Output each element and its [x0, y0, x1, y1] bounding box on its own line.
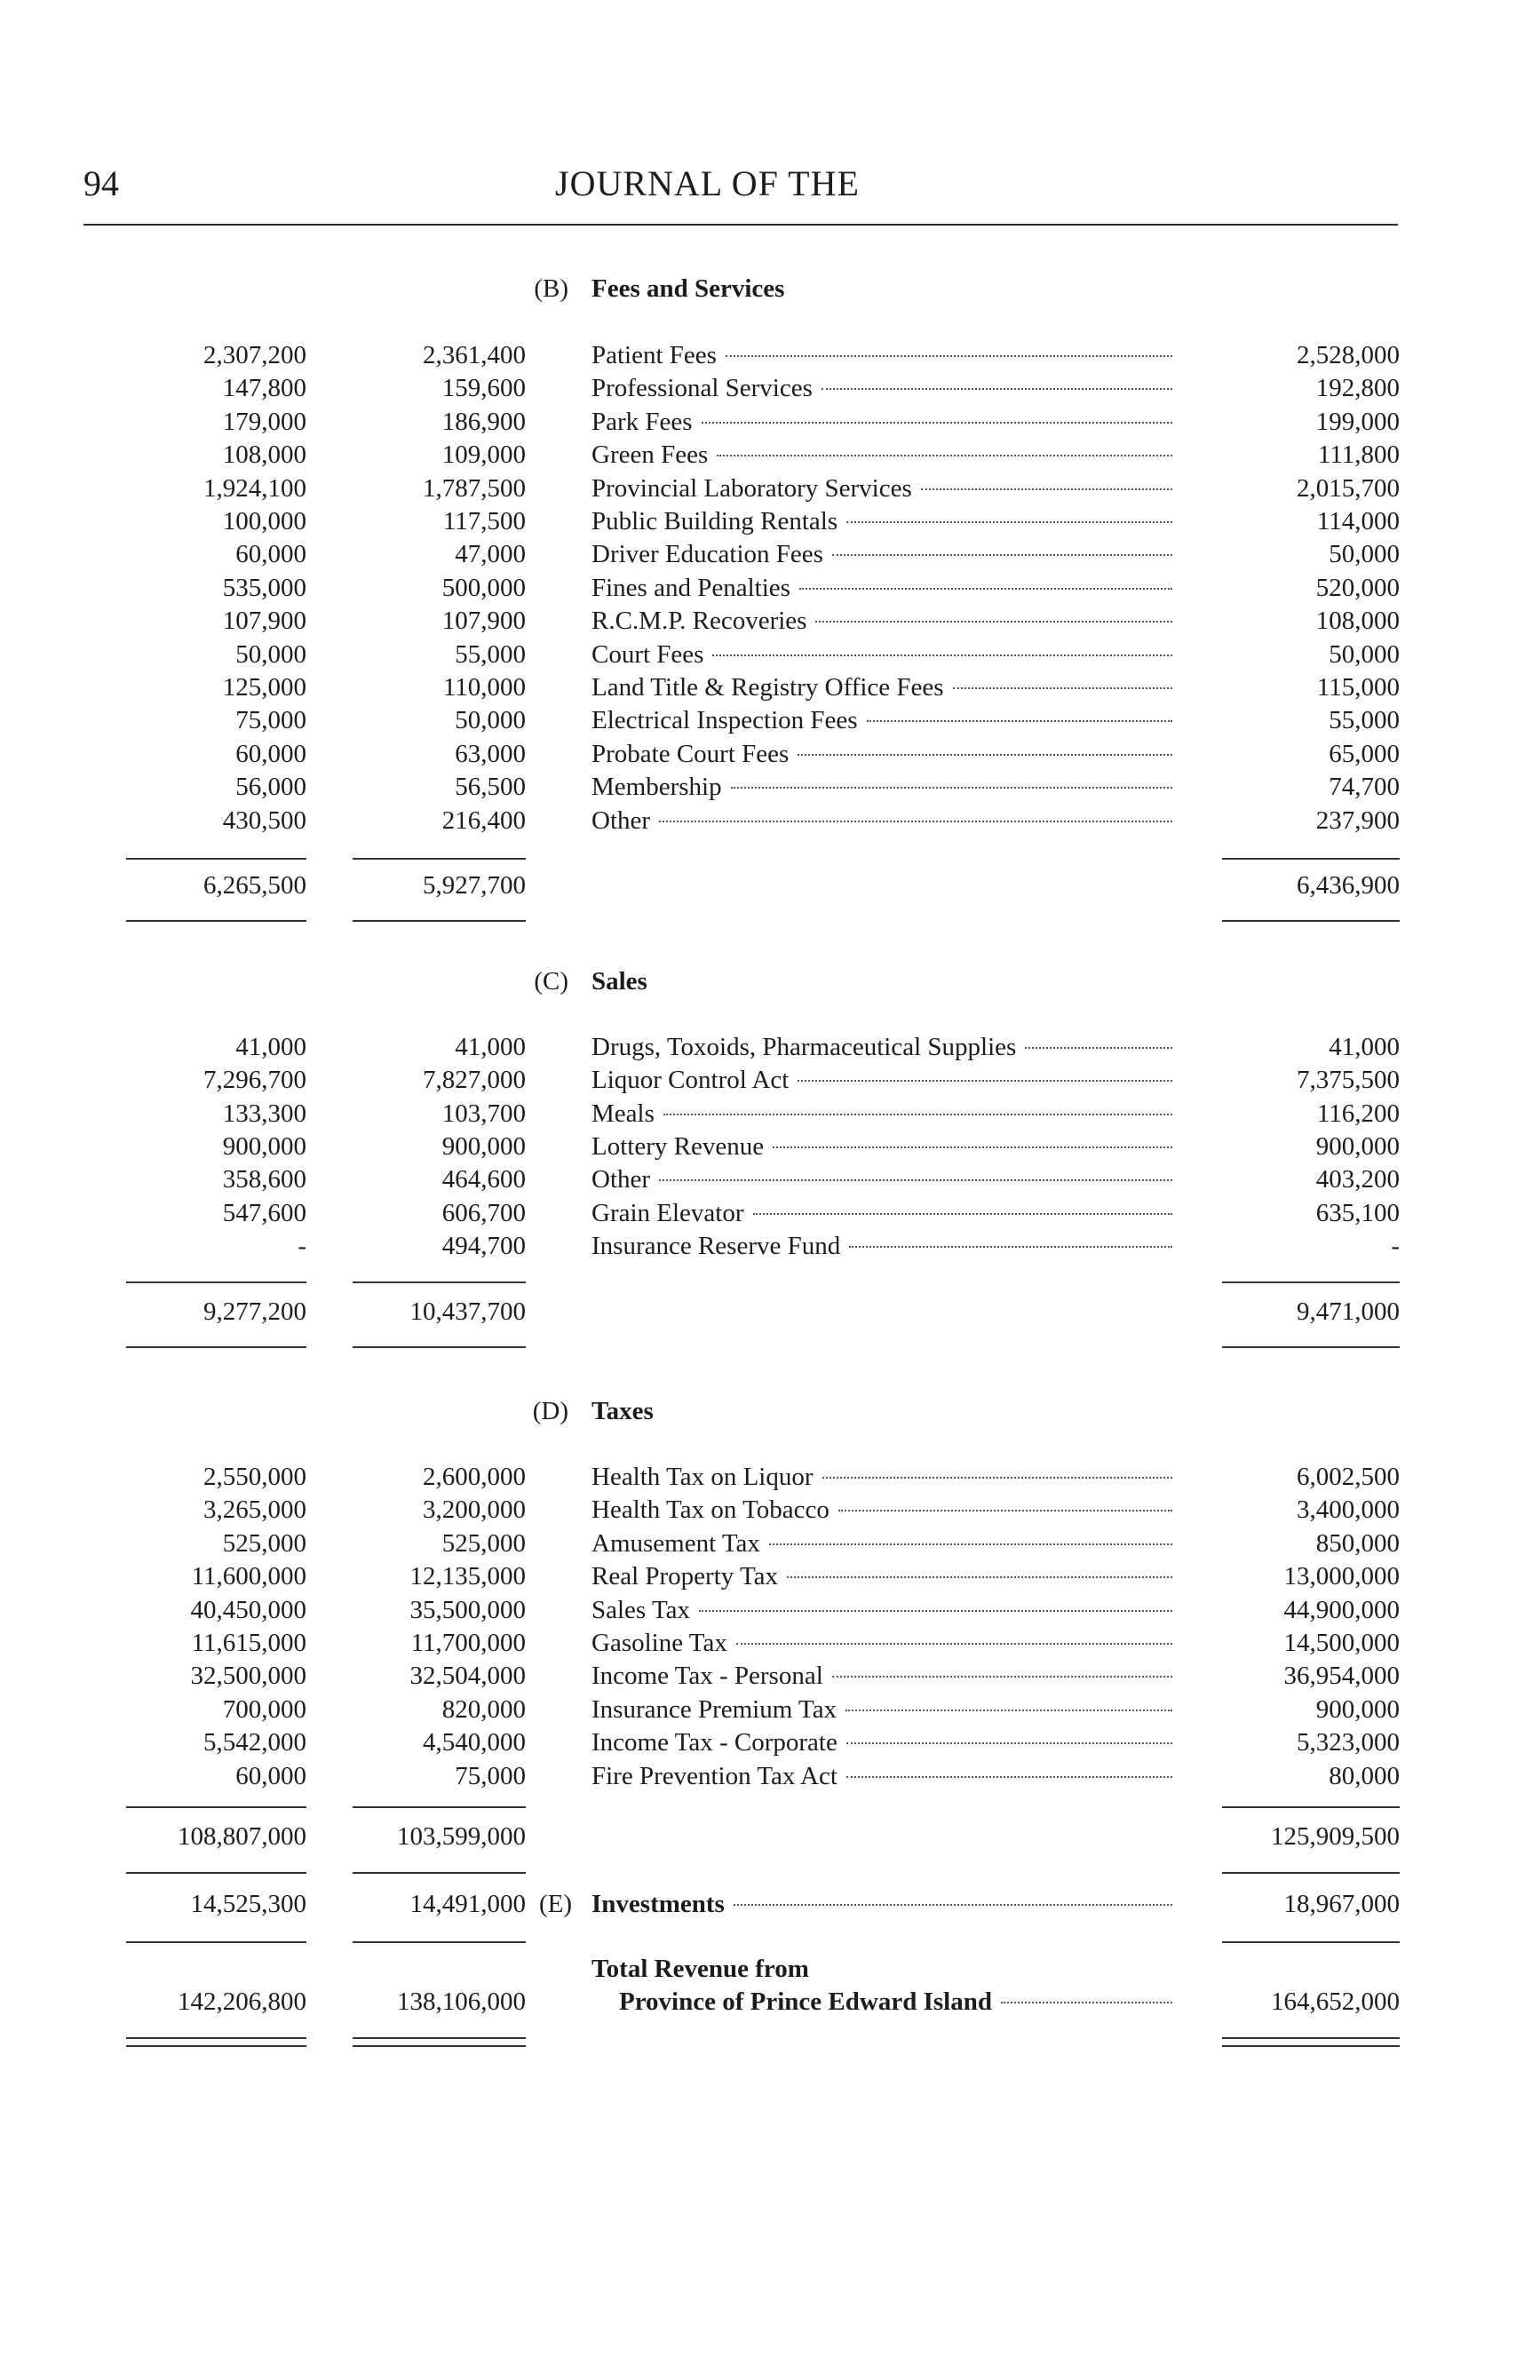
estimate-value: 13,000,000	[1283, 1562, 1400, 1591]
row-label: Meals	[591, 1099, 655, 1128]
estimate-value: 114,000	[1316, 507, 1400, 536]
row-label: Driver Education Fees	[591, 540, 823, 569]
total-c2: 5,927,700	[423, 871, 526, 900]
total-c1: 6,265,500	[203, 871, 306, 900]
subtotal-rule	[353, 1806, 526, 1808]
section-title: Sales	[591, 967, 647, 996]
total-rule	[126, 920, 306, 922]
forecast-value: 117,500	[442, 507, 526, 536]
row-label-cell	[591, 406, 1176, 438]
subtotal-rule	[126, 1806, 306, 1808]
section-letter: (E)	[538, 1890, 572, 1918]
forecast-value: 900,000	[441, 1131, 526, 1161]
forecast-value: 1,787,500	[423, 473, 526, 503]
dot-leader	[731, 787, 1172, 789]
row-label-cell	[591, 339, 1176, 371]
estimate-value: 115,000	[1316, 673, 1400, 702]
table-row	[0, 738, 1540, 770]
dot-leader	[921, 488, 1172, 490]
prior-year-value: 108,000	[222, 440, 306, 470]
table-row	[0, 805, 1540, 837]
dot-leader	[838, 1510, 1172, 1511]
dot-leader	[717, 455, 1172, 456]
dot-leader	[753, 1213, 1172, 1215]
row-label: Insurance Premium Tax	[591, 1694, 837, 1724]
estimate-value: 237,900	[1315, 805, 1400, 835]
running-head: JOURNAL OF THE	[555, 163, 860, 203]
dot-leader	[726, 355, 1172, 357]
dot-leader	[845, 1710, 1172, 1711]
row-label: Fire Prevention Tax Act	[591, 1761, 837, 1790]
estimate-value: 44,900,000	[1283, 1595, 1400, 1624]
prior-year-value: 75,000	[235, 706, 306, 735]
prior-year-value: 133,300	[222, 1099, 306, 1128]
dot-leader	[769, 1543, 1172, 1545]
row-label: Probate Court Fees	[591, 739, 790, 768]
prior-year-value: 11,615,000	[191, 1629, 306, 1657]
prior-year-value: 60,000	[235, 540, 306, 569]
dot-leader	[702, 422, 1172, 424]
forecast-value: 494,700	[441, 1231, 526, 1260]
row-label-cell	[591, 1527, 1176, 1559]
forecast-value: 2,600,000	[423, 1463, 526, 1491]
row-label-cell	[591, 439, 1176, 471]
total-rule	[1222, 920, 1400, 922]
estimate-value: 850,000	[1315, 1528, 1400, 1558]
prior-year-value: 5,542,000	[203, 1728, 306, 1757]
dot-leader	[1025, 1047, 1172, 1049]
taxes-total-row	[0, 1821, 1540, 1852]
forecast-value: 186,900	[441, 407, 526, 436]
forecast-value: 820,000	[441, 1694, 526, 1724]
table-row	[0, 439, 1540, 471]
table-row	[0, 1660, 1540, 1692]
total-c4: 9,471,000	[1297, 1297, 1400, 1326]
table-row	[0, 1594, 1540, 1626]
table-row	[0, 704, 1540, 736]
prior-year-value: 700,000	[222, 1694, 306, 1724]
row-label-cell	[591, 1031, 1176, 1063]
estimate-value: -	[1391, 1231, 1400, 1260]
prior-year-value: 358,600	[222, 1165, 306, 1194]
prior-year-value: 3,265,000	[203, 1495, 306, 1525]
dot-leader	[849, 1246, 1172, 1248]
dot-leader	[773, 1146, 1172, 1148]
prior-year-value: 535,000	[222, 573, 306, 602]
row-label: Other	[591, 805, 651, 835]
table-row	[0, 1230, 1540, 1262]
total-rule	[353, 1872, 526, 1874]
table-row	[0, 505, 1540, 537]
row-label: Provincial Laboratory Services	[591, 473, 912, 503]
row-label: Professional Services	[591, 374, 813, 403]
row-label-cell	[591, 1130, 1176, 1162]
prior-year-value: 32,500,000	[190, 1662, 306, 1691]
dot-leader	[712, 654, 1172, 656]
estimate-value: 900,000	[1315, 1131, 1400, 1161]
prior-year-value: 56,000	[235, 773, 306, 802]
forecast-value: 32,504,000	[409, 1662, 526, 1691]
row-label: Drugs, Toxoids, Pharmaceutical Supplies	[591, 1033, 1017, 1061]
row-label-cell	[591, 1560, 1176, 1592]
investments-c2: 14,491,000	[409, 1890, 526, 1918]
estimate-value: 80,000	[1329, 1761, 1400, 1790]
row-label-cell	[591, 671, 1176, 703]
table-row	[0, 572, 1540, 604]
dot-leader	[867, 720, 1172, 722]
estimate-value: 55,000	[1329, 706, 1400, 735]
dot-leader	[734, 1904, 1172, 1906]
row-label-cell	[591, 1230, 1176, 1262]
forecast-value: 606,700	[441, 1198, 526, 1227]
grand-total-double-rule	[126, 2037, 306, 2047]
estimate-value: 74,700	[1329, 773, 1400, 802]
prior-year-value: 41,000	[235, 1033, 306, 1061]
forecast-value: 110,000	[442, 673, 526, 702]
table-row	[0, 1494, 1540, 1526]
prior-year-value: 147,800	[222, 374, 306, 403]
row-label: Amusement Tax	[591, 1528, 760, 1558]
table-row	[0, 472, 1540, 504]
estimate-value: 111,800	[1317, 440, 1400, 470]
estimate-value: 65,000	[1329, 739, 1400, 768]
dot-leader	[822, 1477, 1172, 1479]
row-label-cell	[591, 1163, 1176, 1195]
dot-leader	[699, 1610, 1172, 1612]
prior-year-value: 2,550,000	[203, 1463, 306, 1491]
table-row	[0, 605, 1540, 637]
row-label: Green Fees	[591, 440, 709, 470]
prior-year-value: 11,600,000	[191, 1562, 306, 1591]
table-row	[0, 1560, 1540, 1592]
section-letter: (D)	[532, 1397, 568, 1425]
estimate-value: 36,954,000	[1283, 1662, 1400, 1691]
prior-year-value: 100,000	[222, 507, 306, 536]
total-c4: 125,909,500	[1271, 1822, 1400, 1851]
table-row	[0, 771, 1540, 803]
estimate-value: 108,000	[1315, 607, 1400, 636]
forecast-value: 525,000	[441, 1528, 526, 1558]
subtotal-rule	[353, 1281, 526, 1283]
estimate-value: 50,000	[1329, 540, 1400, 569]
prior-year-value: 900,000	[222, 1131, 306, 1161]
row-label-cell	[591, 372, 1176, 404]
row-label: Income Tax - Personal	[591, 1662, 823, 1691]
total-rule	[1222, 1346, 1400, 1348]
row-label: Real Property Tax	[591, 1562, 779, 1591]
dot-leader	[832, 554, 1172, 556]
investments-rule	[1222, 1941, 1400, 1943]
dot-leader	[798, 1080, 1172, 1082]
row-label: Grain Elevator	[591, 1198, 744, 1227]
estimate-value: 3,400,000	[1297, 1495, 1400, 1525]
row-label-cell	[591, 572, 1176, 604]
estimate-value: 192,800	[1315, 374, 1400, 403]
forecast-value: 500,000	[441, 573, 526, 602]
dot-leader	[822, 388, 1172, 390]
grand-total-double-rule	[1222, 2037, 1400, 2047]
table-row	[0, 639, 1540, 670]
estimate-value: 50,000	[1329, 639, 1400, 669]
row-label: Public Building Rentals	[591, 507, 838, 536]
row-label-cell	[591, 738, 1176, 770]
row-label: Health Tax on Liquor	[591, 1463, 814, 1491]
subtotal-rule	[1222, 858, 1400, 860]
forecast-value: 7,827,000	[423, 1066, 526, 1095]
prior-year-value: 60,000	[235, 1761, 306, 1790]
grand-total-label-line1-text: Total Revenue from	[591, 1955, 809, 1983]
dot-leader	[798, 754, 1172, 756]
grand-total-c2: 138,106,000	[397, 1987, 526, 2016]
prior-year-value: 7,296,700	[203, 1066, 306, 1095]
investments-label	[591, 1888, 1176, 1920]
total-rule	[126, 1346, 306, 1348]
row-label-cell	[591, 1660, 1176, 1692]
forecast-value: 107,900	[441, 607, 526, 636]
estimate-value: 2,528,000	[1297, 341, 1400, 369]
forecast-value: 2,361,400	[423, 341, 526, 369]
row-label-cell	[591, 505, 1176, 537]
row-label-cell	[591, 1461, 1176, 1493]
table-row	[0, 1031, 1540, 1063]
table-row	[0, 1197, 1540, 1229]
dot-leader	[1001, 2002, 1172, 2003]
row-label: Gasoline Tax	[591, 1629, 727, 1657]
total-c4: 6,436,900	[1297, 871, 1400, 900]
subtotal-rule	[353, 858, 526, 860]
forecast-value: 56,500	[455, 773, 526, 802]
forecast-value: 63,000	[455, 739, 526, 768]
row-label-cell	[591, 1627, 1176, 1659]
row-label-cell	[591, 771, 1176, 803]
forecast-value: 12,135,000	[409, 1562, 526, 1591]
estimate-value: 403,200	[1315, 1165, 1400, 1194]
header-rule	[83, 224, 1398, 226]
dot-leader	[799, 588, 1172, 590]
table-row	[0, 671, 1540, 703]
row-label: Court Fees	[591, 639, 704, 669]
prior-year-value: 60,000	[235, 739, 306, 768]
section-title: Fees and Services	[591, 274, 785, 303]
subtotal-rule	[1222, 1806, 1400, 1808]
forecast-value: 50,000	[455, 706, 526, 735]
row-label: Health Tax on Tobacco	[591, 1495, 830, 1525]
row-label-cell	[591, 1694, 1176, 1726]
section-heading-sales	[0, 965, 1540, 997]
row-label: Province of Prince Edward Island	[619, 1987, 992, 2016]
estimate-value: 2,015,700	[1297, 473, 1400, 503]
table-row	[0, 406, 1540, 438]
total-rule	[353, 1346, 526, 1348]
grand-total-c1: 142,206,800	[178, 1987, 306, 2016]
estimate-value: 635,100	[1315, 1198, 1400, 1227]
row-label-cell	[591, 805, 1176, 837]
total-rule	[126, 1872, 306, 1874]
table-row	[0, 1760, 1540, 1792]
section-heading-fees	[0, 273, 1540, 305]
estimate-value: 900,000	[1315, 1694, 1400, 1724]
row-label-cell	[591, 1594, 1176, 1626]
total-c2: 103,599,000	[397, 1822, 526, 1851]
row-label: Investments	[591, 1890, 725, 1918]
investments-rule	[353, 1941, 526, 1943]
row-label: Electrical Inspection Fees	[591, 706, 858, 735]
row-label-cell	[591, 1726, 1176, 1758]
estimate-value: 116,200	[1316, 1099, 1400, 1128]
row-label: Liquor Control Act	[591, 1066, 790, 1095]
total-c1: 108,807,000	[178, 1822, 306, 1851]
table-row	[0, 1098, 1540, 1130]
table-row	[0, 538, 1540, 570]
row-label: Fines and Penalties	[591, 573, 790, 602]
dot-leader	[832, 1676, 1172, 1678]
row-label: Membership	[591, 773, 722, 802]
row-label: Insurance Reserve Fund	[591, 1231, 841, 1260]
table-row	[0, 1527, 1540, 1559]
sales-total-row	[0, 1296, 1540, 1328]
prior-year-value: 547,600	[222, 1198, 306, 1227]
prior-year-value: 1,924,100	[203, 473, 306, 503]
row-label: Patient Fees	[591, 341, 717, 369]
row-label-cell	[591, 1760, 1176, 1792]
investments-row	[0, 1888, 1540, 1920]
forecast-value: 75,000	[455, 1761, 526, 1790]
section-letter: (B)	[534, 274, 568, 303]
dot-leader	[846, 521, 1172, 523]
row-label-cell	[591, 704, 1176, 736]
dot-leader	[659, 1179, 1172, 1181]
dot-leader	[736, 1643, 1172, 1645]
estimate-value: 520,000	[1315, 573, 1400, 602]
prior-year-value: 125,000	[222, 673, 306, 702]
table-row	[0, 339, 1540, 371]
table-row	[0, 1461, 1540, 1493]
page-number: 94	[83, 163, 119, 203]
section-title: Taxes	[591, 1397, 654, 1425]
forecast-value: 47,000	[455, 540, 526, 569]
investments-c1: 14,525,300	[190, 1890, 306, 1918]
prior-year-value: 430,500	[222, 805, 306, 835]
grand-total-label	[619, 1986, 1176, 2018]
investments-rule	[126, 1941, 306, 1943]
row-label-cell	[591, 639, 1176, 670]
table-row	[0, 372, 1540, 404]
investments-c4: 18,967,000	[1283, 1890, 1400, 1918]
forecast-value: 4,540,000	[423, 1728, 526, 1757]
prior-year-value: 40,450,000	[190, 1595, 306, 1624]
section-letter: (C)	[534, 967, 568, 996]
prior-year-value: 179,000	[222, 407, 306, 436]
total-rule	[353, 920, 526, 922]
prior-year-value: 525,000	[222, 1528, 306, 1558]
forecast-value: 464,600	[441, 1165, 526, 1194]
row-label: Income Tax - Corporate	[591, 1728, 837, 1757]
prior-year-value: 50,000	[235, 639, 306, 669]
dot-leader	[663, 1114, 1172, 1115]
dot-leader	[815, 621, 1172, 623]
section-heading-taxes	[0, 1395, 1540, 1427]
forecast-value: 35,500,000	[409, 1595, 526, 1624]
dot-leader	[846, 1742, 1172, 1744]
subtotal-rule	[126, 1281, 306, 1283]
total-c2: 10,437,700	[409, 1297, 526, 1326]
grand-total-row	[0, 1986, 1540, 2018]
forecast-value: 159,600	[441, 374, 526, 403]
forecast-value: 216,400	[441, 805, 526, 835]
estimate-value: 6,002,500	[1297, 1463, 1400, 1491]
fees-total-row	[0, 869, 1540, 901]
table-row	[0, 1064, 1540, 1096]
table-row	[0, 1130, 1540, 1162]
row-label-cell	[591, 1494, 1176, 1526]
forecast-value: 3,200,000	[423, 1495, 526, 1525]
dot-leader	[953, 687, 1172, 689]
estimate-value: 5,323,000	[1297, 1728, 1400, 1757]
row-label-cell	[591, 1098, 1176, 1130]
estimate-value: 41,000	[1329, 1033, 1400, 1061]
forecast-value: 11,700,000	[410, 1629, 526, 1657]
prior-year-value: -	[298, 1231, 306, 1260]
total-rule	[1222, 1872, 1400, 1874]
row-label: R.C.M.P. Recoveries	[591, 607, 807, 636]
total-c1: 9,277,200	[203, 1297, 306, 1326]
grand-total-c4: 164,652,000	[1271, 1987, 1400, 2016]
forecast-value: 109,000	[441, 440, 526, 470]
row-label-cell	[591, 1064, 1176, 1096]
row-label: Park Fees	[591, 407, 693, 436]
grand-total-double-rule	[353, 2037, 526, 2047]
forecast-value: 41,000	[455, 1033, 526, 1061]
estimate-value: 7,375,500	[1297, 1066, 1400, 1095]
table-row	[0, 1163, 1540, 1195]
forecast-value: 55,000	[455, 639, 526, 669]
subtotal-rule	[126, 858, 306, 860]
estimate-value: 199,000	[1315, 407, 1400, 436]
row-label: Land Title & Registry Office Fees	[591, 673, 944, 702]
row-label-cell	[591, 538, 1176, 570]
forecast-value: 103,700	[441, 1099, 526, 1128]
table-row	[0, 1694, 1540, 1726]
dot-leader	[787, 1576, 1172, 1578]
row-label: Other	[591, 1165, 651, 1194]
row-label-cell	[591, 605, 1176, 637]
estimate-value: 14,500,000	[1283, 1629, 1400, 1657]
table-row	[0, 1726, 1540, 1758]
row-label-cell	[591, 1197, 1176, 1229]
subtotal-rule	[1222, 1281, 1400, 1283]
row-label: Lottery Revenue	[591, 1131, 765, 1161]
dot-leader	[846, 1776, 1172, 1778]
prior-year-value: 2,307,200	[203, 341, 306, 369]
prior-year-value: 107,900	[222, 607, 306, 636]
grand-total-label-line1	[0, 1953, 1540, 1985]
dot-leader	[659, 821, 1172, 822]
table-row	[0, 1627, 1540, 1659]
row-label-cell	[591, 472, 1176, 504]
row-label: Sales Tax	[591, 1595, 691, 1624]
